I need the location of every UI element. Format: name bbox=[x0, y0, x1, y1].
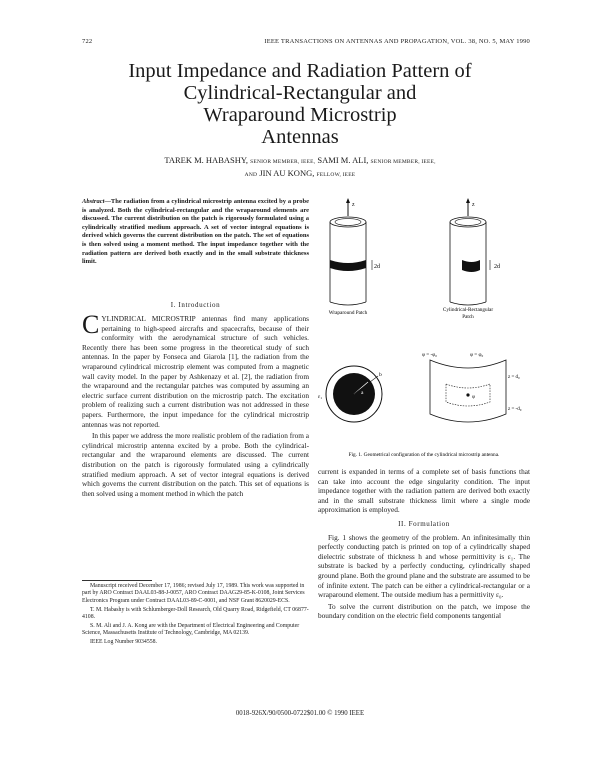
footnote-habashy: T. M. Habashy is with Schlumberger-Doll Research, Old Quarry Road, Ridgefield, CT 06877-4108. bbox=[82, 606, 309, 621]
wrap-2d-label: 2d bbox=[374, 264, 380, 270]
patch-coordinate-diagram bbox=[422, 352, 522, 422]
footnote-manuscript: Manuscript received December 17, 1986; revised July 17, 1989. This work was supported in part by ARO Contract DAAL03-88-J-0057, ARO Contract DAAG29-85-K-0108, Joint Services Electronics Program under Contract DAAL03-89-C-0001, and NSF Grant 8620029-ECS. bbox=[82, 583, 305, 604]
footnote-rule bbox=[82, 580, 152, 581]
phi-label: φ bbox=[472, 394, 475, 400]
phi-plus-label: φ = φ₀ bbox=[470, 352, 484, 358]
right-paragraph-0: current is expanded in terms of a complete set of basis functions that can take into account the edge singularity condition. The input impedance together with the radiation pattern are derived both exactly and in the small substrate thickness limit where a single mode approximation is employed. bbox=[318, 467, 530, 515]
abstract-text: —The radiation from a cylindrical microstrip antenna excited by a probe is analyzed. Both the cylindrical-rectangular and the wraparound elements are discussed. The current distribution on the patch is rigorously formulated using a cylindrically stratified medium approach. A set of vector integral equations is derived which governs the current distribution on the patch. The set of equations is then solved using a moment method. The input impedance together with the radiation pattern are derived both exactly and in the small substrate thickness limit. bbox=[82, 198, 309, 266]
figure-1-caption: Fig. 1. Geometrical configuration of the cylindrical microstrip antenna. bbox=[348, 452, 500, 458]
right-paragraph-1: Fig. 1 shows the geometry of the problem. An infinitesimally thin perfectly conducting patch is printed on top of a cylindrically shaped dielectric substrate of thickness h and whose permittivity is ε₁. The substrate is backed by a perfectly conducting, cylindrically shaped ground plane. Both the ground plane and the substrate are assumed to be of infinite extent. The patch can be either a cylindrical-rectangular or a wraparound element. The outside medium has a permittivity ε₀. bbox=[318, 532, 530, 600]
title-line-3: Wraparound Microstrip bbox=[203, 104, 397, 126]
author-block bbox=[0, 155, 600, 181]
cylrect-z-label: z bbox=[472, 202, 475, 208]
author-3-name: JIN AU KONG, bbox=[259, 168, 315, 178]
z-plus-label: z = d₀ bbox=[508, 375, 520, 380]
z-minus-label: z = -d₀ bbox=[508, 407, 522, 412]
author-3-prefix: AND bbox=[244, 172, 258, 178]
rectangular-patch bbox=[462, 260, 480, 272]
right-paragraph-2: To solve the current distribution on the patch, we impose the boundary condition on the electric field components tangential bbox=[318, 601, 530, 621]
author-2-role: SENIOR MEMBER, IEEE, bbox=[370, 159, 436, 165]
paper-title bbox=[0, 60, 600, 148]
journal-header: IEEE TRANSACTIONS ON ANTENNAS AND PROPAGATION, VOL. 38, NO. 5, MAY 1990 bbox=[264, 38, 530, 45]
phi-minus-label: φ = -φ₀ bbox=[422, 352, 438, 358]
dropcap-letter: C bbox=[82, 310, 100, 339]
section-1-paragraph-1: CYLINDRICAL MICROSTRIP antennas find many applications pertaining to high-speed aircrafts and spacecrafts, because of their conformity with the aerodynamical structure of such vehicles. Recently there has been some progress in the theoretical study of such antennas. In the paper by Fonseca and Giarola [1], the radiation from the wraparound cylindrical microstrip element was computed from a magnetic wall cavity model. In the paper by Ashkenazy et al. [2], the radiation from the wraparound and the rectangular patches was computed by assuming an electric surface current distribution on the microstrip patch. The excitation problem of realizing such a current distribution was not addressed in these papers. Furthermore, the input impedance for the cylindrical microstrip antennas was not reported. bbox=[82, 310, 309, 429]
page-number: 722 bbox=[82, 38, 93, 45]
radius-b-label: b bbox=[379, 372, 382, 378]
cylrect-2d-label: 2d bbox=[494, 264, 500, 270]
section-2-title: II. Formulation bbox=[398, 519, 450, 528]
cross-section-diagram bbox=[318, 366, 382, 422]
wraparound-patch-label: Wraparound Patch bbox=[328, 310, 368, 316]
title-line-2: Cylindrical-Rectangular and bbox=[183, 82, 417, 104]
section-1-title: I. Introduction bbox=[170, 301, 221, 309]
figure-1 bbox=[318, 198, 530, 460]
author-1-role: SENIOR MEMBER, IEEE, bbox=[250, 159, 316, 165]
author-3-role: FELLOW, IEEE bbox=[316, 172, 356, 178]
footnotes bbox=[82, 583, 309, 648]
right-column-body bbox=[318, 467, 530, 623]
section-1-paragraph-2: In this paper we address the more realistic problem of the radiation from a cylindrical microstrip antenna excited by a probe. Both the cylindrical-rectangular and the wraparound elements are discussed. The current distribution on the patch is rigorously formulated using a cylindrically stratified medium approach. A set of vector integral equations is derived which governs the current distribution on the patch. This set of equations is then solved using a moment method in which the patch bbox=[82, 431, 309, 498]
section-1-body bbox=[82, 310, 309, 500]
title-line-1: Input Impedance and Radiation Pattern of bbox=[128, 60, 472, 82]
eps1-label: ε₁ bbox=[318, 394, 323, 400]
wraparound-cylinder-diagram bbox=[329, 198, 380, 316]
author-1-name: TAREK M. HABASHY, bbox=[164, 155, 249, 165]
wrap-z-label: z bbox=[352, 202, 355, 208]
cylrect-patch-label-1: Cylindrical-Rectangular bbox=[442, 307, 494, 313]
abstract-label: Abstract bbox=[82, 198, 105, 205]
author-2-name: SAMI M. ALI, bbox=[317, 155, 369, 165]
cylrect-patch-label-2: Patch bbox=[462, 314, 474, 320]
copyright-id: 0018-926X/90/0500-0722$01.00 © 1990 IEEE bbox=[235, 710, 365, 717]
radius-a-label: a bbox=[361, 390, 364, 396]
abstract bbox=[82, 198, 309, 267]
footnote-log-number: IEEE Log Number 9034558. bbox=[90, 639, 157, 646]
wraparound-patch bbox=[330, 260, 366, 271]
title-line-4: Antennas bbox=[261, 126, 339, 148]
footnote-ali-kong: S. M. Ali and J. A. Kong are with the Department of Electrical Engineering and Computer Science, Massachusetts Institute of Technology, Cambridge, MA 02139. bbox=[82, 623, 300, 637]
cylindrical-rectangular-diagram bbox=[443, 198, 500, 320]
